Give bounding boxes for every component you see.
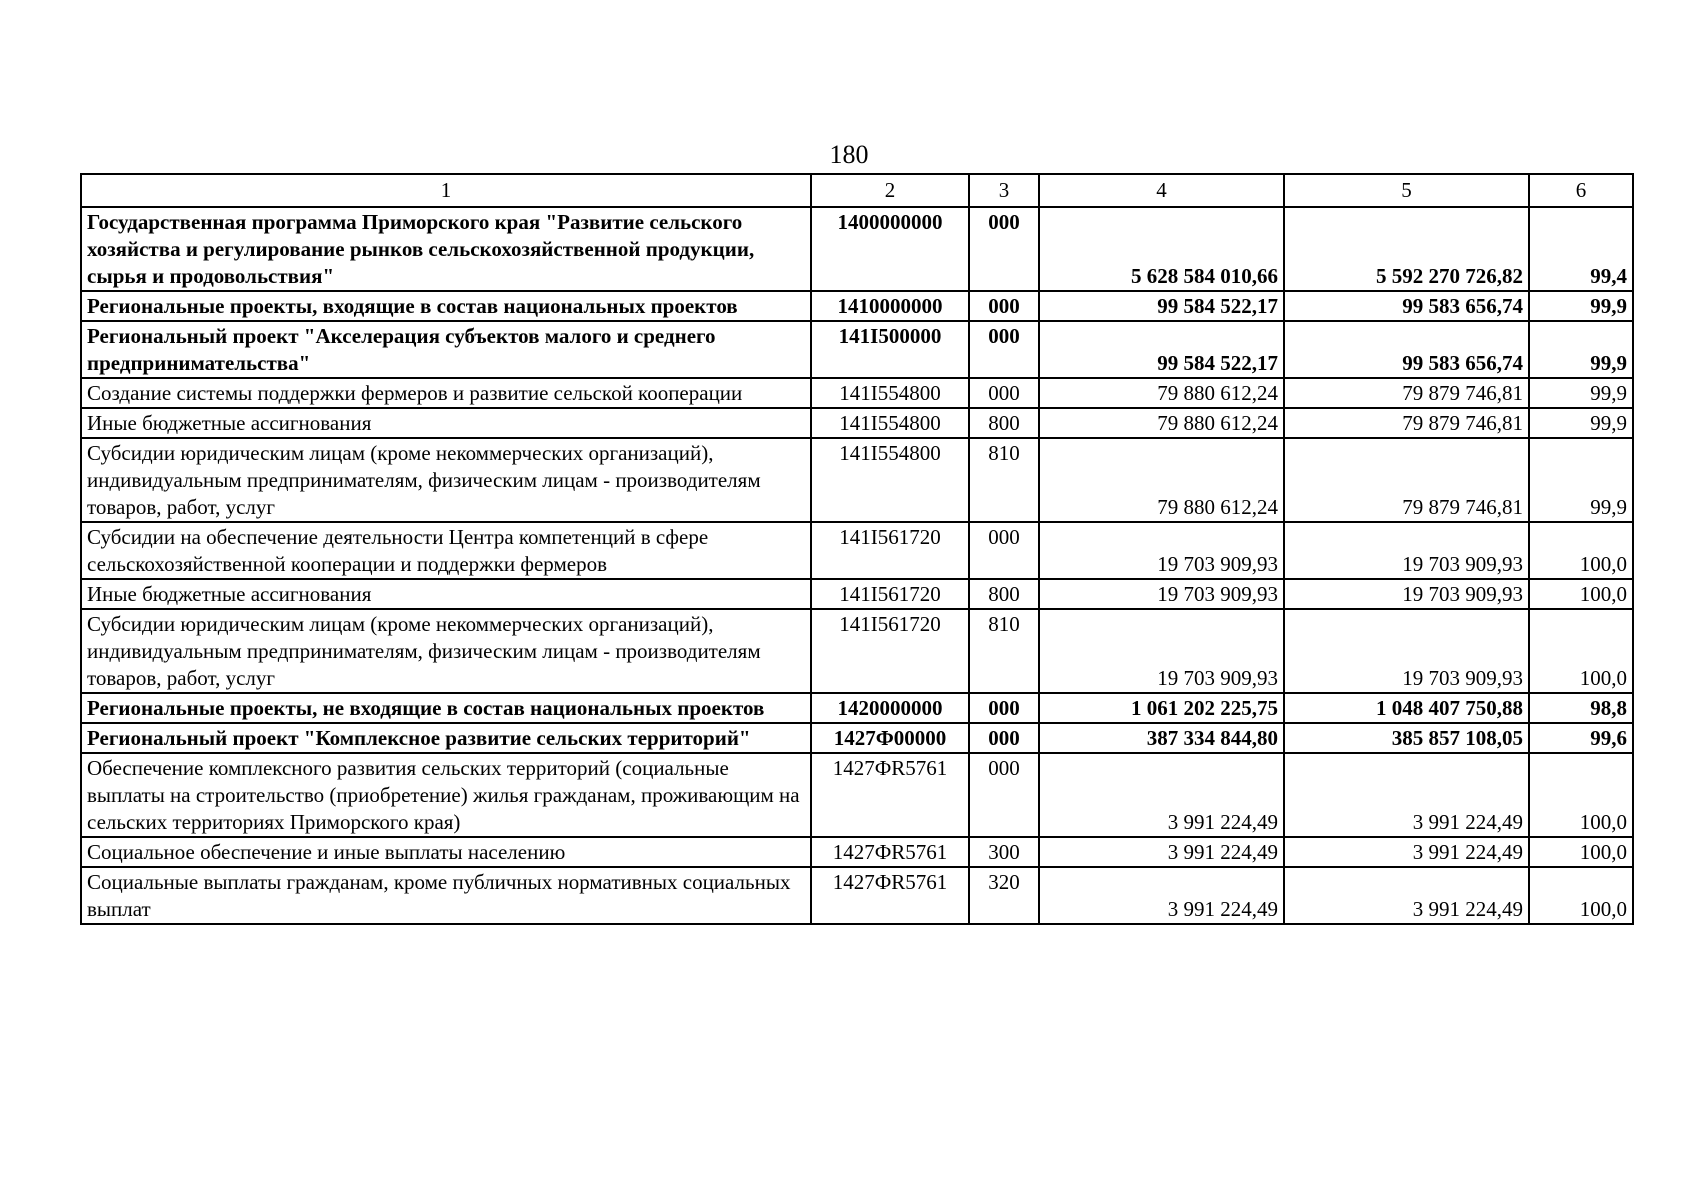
row-code-cell: 1427ФR5761 — [811, 867, 969, 924]
row-fact-amount-cell: 99 583 656,74 — [1284, 291, 1529, 321]
table-row — [81, 522, 1633, 579]
row-plan-amount-cell: 1 061 202 225,75 — [1039, 693, 1284, 723]
row-name-cell: Региональный проект "Комплексное развитие сельских территорий" — [81, 723, 811, 753]
row-type-cell: 000 — [969, 321, 1039, 378]
table-row — [81, 321, 1633, 378]
row-percent-cell: 99,6 — [1529, 723, 1633, 753]
row-code-cell: 1427Ф00000 — [811, 723, 969, 753]
row-fact-amount-cell: 19 703 909,93 — [1284, 609, 1529, 693]
row-name-cell: Социальное обеспечение и иные выплаты населению — [81, 837, 811, 867]
row-percent-cell: 100,0 — [1529, 867, 1633, 924]
row-plan-amount-cell: 387 334 844,80 — [1039, 723, 1284, 753]
column-header: 4 — [1039, 174, 1284, 207]
row-fact-amount-cell: 385 857 108,05 — [1284, 723, 1529, 753]
row-percent-cell: 100,0 — [1529, 579, 1633, 609]
row-name-cell: Иные бюджетные ассигнования — [81, 579, 811, 609]
row-code-cell: 1410000000 — [811, 291, 969, 321]
column-header: 3 — [969, 174, 1039, 207]
row-code-cell: 141I561720 — [811, 522, 969, 579]
row-plan-amount-cell: 3 991 224,49 — [1039, 837, 1284, 867]
column-header: 2 — [811, 174, 969, 207]
row-code-cell: 141I500000 — [811, 321, 969, 378]
row-type-cell: 000 — [969, 693, 1039, 723]
row-percent-cell: 99,9 — [1529, 378, 1633, 408]
row-name-cell: Субсидии юридическим лицам (кроме некоммерческих организаций), индивидуальным предпринимателям, физическим лицам - производителям товаров, работ, услуг — [81, 609, 811, 693]
row-percent-cell: 100,0 — [1529, 609, 1633, 693]
row-type-cell: 000 — [969, 753, 1039, 837]
row-fact-amount-cell: 99 583 656,74 — [1284, 321, 1529, 378]
row-name-cell: Создание системы поддержки фермеров и развитие сельской кооперации — [81, 378, 811, 408]
table-row — [81, 693, 1633, 723]
row-percent-cell: 100,0 — [1529, 837, 1633, 867]
row-code-cell: 141I561720 — [811, 609, 969, 693]
row-percent-cell: 99,9 — [1529, 291, 1633, 321]
row-fact-amount-cell: 1 048 407 750,88 — [1284, 693, 1529, 723]
row-name-cell: Субсидии юридическим лицам (кроме некоммерческих организаций), индивидуальным предпринимателям, физическим лицам - производителям товаров, работ, услуг — [81, 438, 811, 522]
row-plan-amount-cell: 19 703 909,93 — [1039, 522, 1284, 579]
row-fact-amount-cell: 79 879 746,81 — [1284, 408, 1529, 438]
row-plan-amount-cell: 5 628 584 010,66 — [1039, 207, 1284, 291]
table-row — [81, 723, 1633, 753]
table-body — [81, 174, 1633, 924]
table-row — [81, 291, 1633, 321]
row-plan-amount-cell: 19 703 909,93 — [1039, 609, 1284, 693]
row-fact-amount-cell: 3 991 224,49 — [1284, 837, 1529, 867]
row-type-cell: 810 — [969, 438, 1039, 522]
row-name-cell: Субсидии на обеспечение деятельности Центра компетенций в сфере сельскохозяйственной кооперации и поддержки фермеров — [81, 522, 811, 579]
table-row — [81, 408, 1633, 438]
row-fact-amount-cell: 3 991 224,49 — [1284, 867, 1529, 924]
row-type-cell: 300 — [969, 837, 1039, 867]
row-type-cell: 810 — [969, 609, 1039, 693]
table-row — [81, 753, 1633, 837]
row-type-cell: 000 — [969, 291, 1039, 321]
row-percent-cell: 99,9 — [1529, 408, 1633, 438]
row-percent-cell: 100,0 — [1529, 753, 1633, 837]
row-percent-cell: 99,4 — [1529, 207, 1633, 291]
row-type-cell: 000 — [969, 207, 1039, 291]
row-name-cell: Обеспечение комплексного развития сельских территорий (социальные выплаты на строительство (приобретение) жилья гражданам, проживающим на сельских территориях Приморского края) — [81, 753, 811, 837]
budget-table — [80, 173, 1634, 925]
row-plan-amount-cell: 99 584 522,17 — [1039, 321, 1284, 378]
row-fact-amount-cell: 5 592 270 726,82 — [1284, 207, 1529, 291]
row-name-cell: Региональные проекты, не входящие в состав национальных проектов — [81, 693, 811, 723]
column-header: 6 — [1529, 174, 1633, 207]
row-code-cell: 1427ФR5761 — [811, 753, 969, 837]
row-type-cell: 000 — [969, 522, 1039, 579]
row-type-cell: 800 — [969, 579, 1039, 609]
row-fact-amount-cell: 19 703 909,93 — [1284, 579, 1529, 609]
row-percent-cell: 99,9 — [1529, 438, 1633, 522]
row-percent-cell: 99,9 — [1529, 321, 1633, 378]
row-code-cell: 141I554800 — [811, 408, 969, 438]
row-type-cell: 800 — [969, 408, 1039, 438]
row-fact-amount-cell: 3 991 224,49 — [1284, 753, 1529, 837]
row-fact-amount-cell: 79 879 746,81 — [1284, 438, 1529, 522]
column-header: 5 — [1284, 174, 1529, 207]
row-plan-amount-cell: 99 584 522,17 — [1039, 291, 1284, 321]
row-code-cell: 1427ФR5761 — [811, 837, 969, 867]
row-type-cell: 000 — [969, 378, 1039, 408]
row-type-cell: 320 — [969, 867, 1039, 924]
row-plan-amount-cell: 79 880 612,24 — [1039, 438, 1284, 522]
page-number: 180 — [829, 140, 869, 169]
row-name-cell: Социальные выплаты гражданам, кроме публичных нормативных социальных выплат — [81, 867, 811, 924]
row-name-cell: Региональный проект "Акселерация субъектов малого и среднего предпринимательства" — [81, 321, 811, 378]
column-number-header-row — [81, 174, 1633, 207]
row-plan-amount-cell: 3 991 224,49 — [1039, 867, 1284, 924]
row-code-cell: 141I554800 — [811, 438, 969, 522]
row-plan-amount-cell: 3 991 224,49 — [1039, 753, 1284, 837]
table-row — [81, 438, 1633, 522]
row-code-cell: 141I554800 — [811, 378, 969, 408]
row-percent-cell: 98,8 — [1529, 693, 1633, 723]
table-row — [81, 837, 1633, 867]
table-row — [81, 867, 1633, 924]
row-type-cell: 000 — [969, 723, 1039, 753]
row-plan-amount-cell: 79 880 612,24 — [1039, 408, 1284, 438]
row-fact-amount-cell: 79 879 746,81 — [1284, 378, 1529, 408]
row-plan-amount-cell: 79 880 612,24 — [1039, 378, 1284, 408]
table-row — [81, 579, 1633, 609]
column-header: 1 — [81, 174, 811, 207]
row-percent-cell: 100,0 — [1529, 522, 1633, 579]
row-name-cell: Иные бюджетные ассигнования — [81, 408, 811, 438]
row-code-cell: 1400000000 — [811, 207, 969, 291]
row-name-cell: Региональные проекты, входящие в состав национальных проектов — [81, 291, 811, 321]
table-row — [81, 207, 1633, 291]
row-name-cell: Государственная программа Приморского края "Развитие сельского хозяйства и регулирование рынков сельскохозяйственной продукции, сырья и продовольствия" — [81, 207, 811, 291]
row-code-cell: 141I561720 — [811, 579, 969, 609]
row-plan-amount-cell: 19 703 909,93 — [1039, 579, 1284, 609]
table-row — [81, 378, 1633, 408]
row-fact-amount-cell: 19 703 909,93 — [1284, 522, 1529, 579]
row-code-cell: 1420000000 — [811, 693, 969, 723]
table-row — [81, 609, 1633, 693]
